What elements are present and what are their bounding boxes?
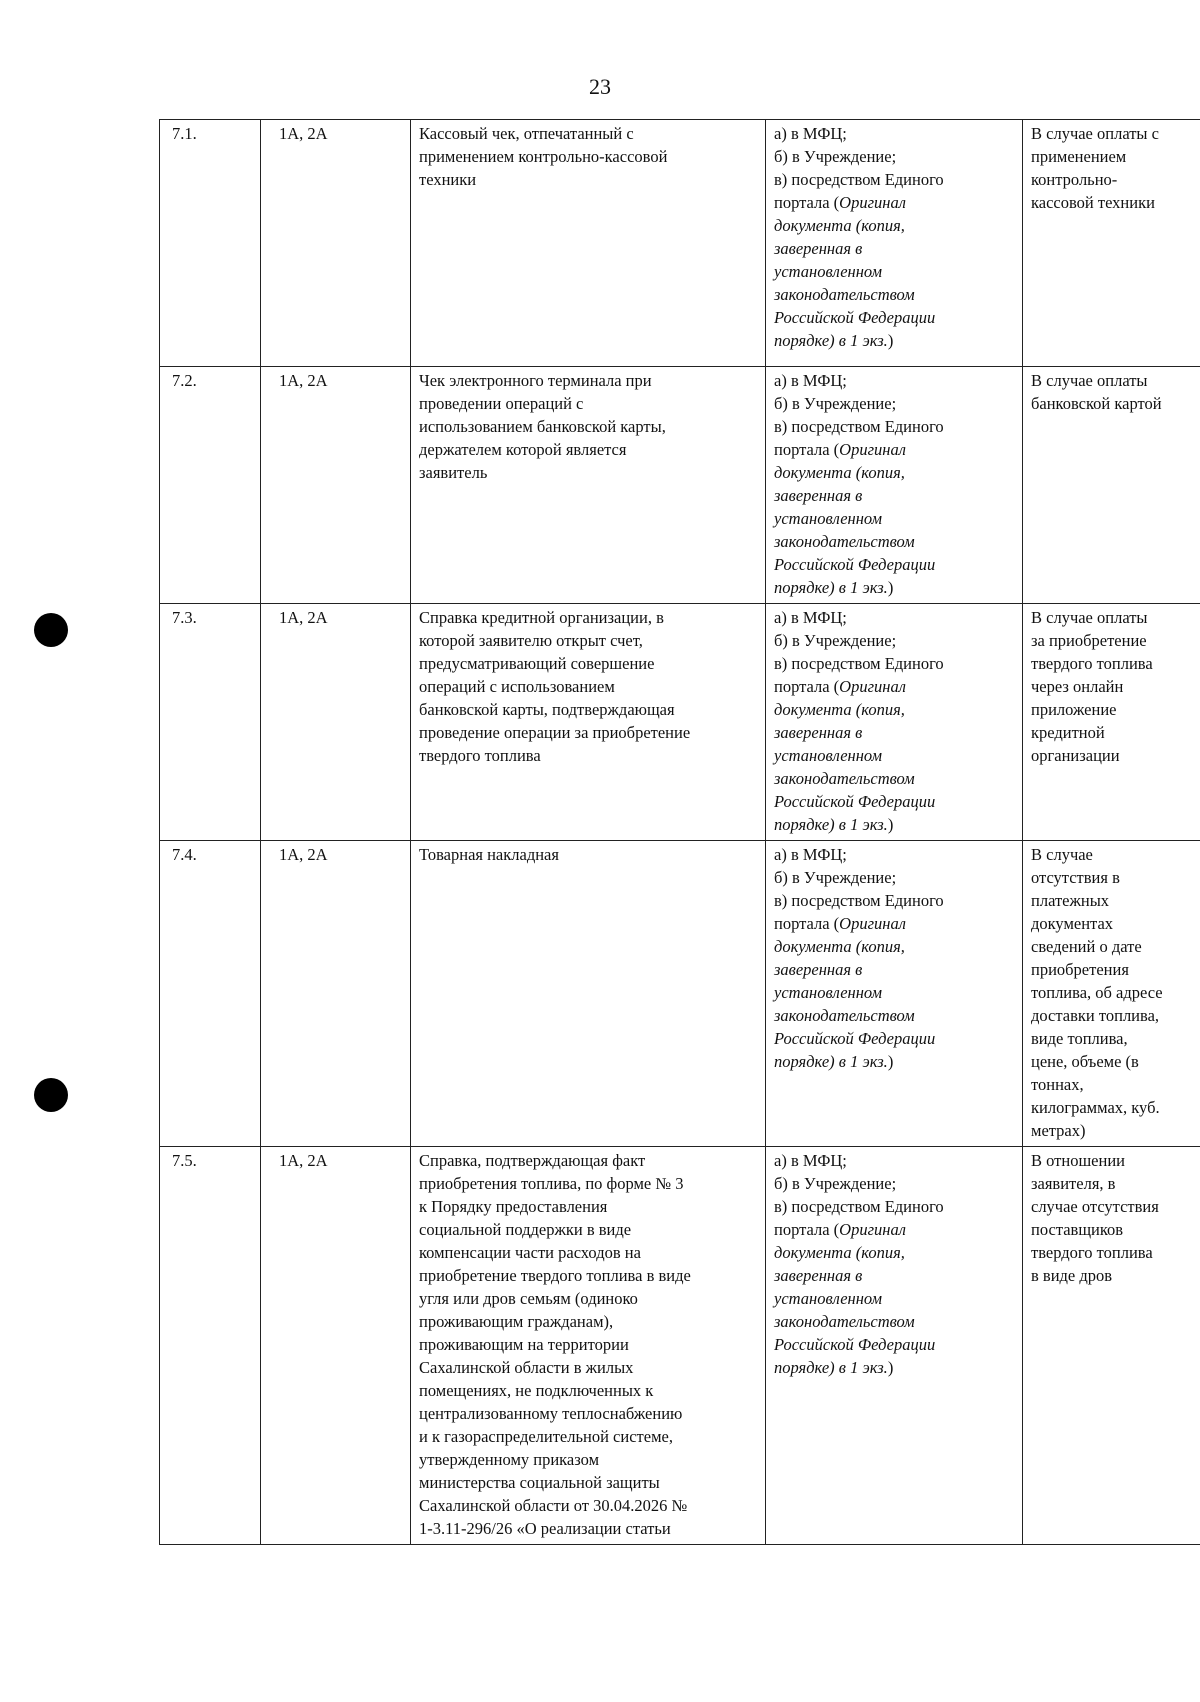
documents-table bbox=[159, 119, 1200, 1545]
submission-line: б) в Учреждение; bbox=[774, 631, 897, 650]
document-line: приобретение твердого топлива в виде bbox=[419, 1266, 691, 1285]
note-cell bbox=[1023, 120, 1200, 367]
submission-plain: портала ( bbox=[774, 193, 840, 212]
note-line: В случае bbox=[1031, 845, 1093, 864]
submission-italic: заверенная в bbox=[774, 960, 863, 979]
document-line: банковской карты, подтверждающая bbox=[419, 700, 675, 719]
document-line: к Порядку предоставления bbox=[419, 1197, 608, 1216]
document-line: использованием банковской карты, bbox=[419, 417, 666, 436]
submission-italic: Оригинал bbox=[839, 914, 906, 933]
submission-italic: законодательством bbox=[774, 285, 915, 304]
note-line: отсутствия в bbox=[1031, 868, 1120, 887]
row-number: 7.1. bbox=[172, 124, 197, 143]
note-line: банковской картой bbox=[1031, 394, 1162, 413]
note-line: приложение bbox=[1031, 700, 1117, 719]
document-line: проживающим гражданам), bbox=[419, 1312, 614, 1331]
document-cell bbox=[411, 367, 766, 604]
document-line: Чек электронного терминала при bbox=[419, 371, 652, 390]
submission-line bbox=[774, 461, 1016, 484]
submission-italic: Российской Федерации bbox=[774, 555, 936, 574]
table-row bbox=[160, 841, 1200, 1147]
submission-line bbox=[774, 553, 1016, 576]
submission-italic: установленном bbox=[774, 1289, 883, 1308]
document-line: и к газораспределительной системе, bbox=[419, 1427, 673, 1446]
document-line: которой заявителю открыт счет, bbox=[419, 631, 643, 650]
document-line: проведении операций с bbox=[419, 394, 584, 413]
submission-line bbox=[774, 912, 1016, 935]
note-line: контрольно- bbox=[1031, 170, 1118, 189]
submission-line bbox=[774, 484, 1016, 507]
submission-line bbox=[774, 438, 1016, 461]
document-line: твердого топлива bbox=[419, 746, 541, 765]
category-text: 1А, 2А bbox=[279, 845, 328, 864]
page-number: 23 bbox=[589, 74, 611, 99]
document-line: Сахалинской области от 30.04.2026 № bbox=[419, 1496, 688, 1515]
document-line: держателем которой является bbox=[419, 440, 627, 459]
document-line: операций с использованием bbox=[419, 677, 615, 696]
category-text: 1А, 2А bbox=[279, 124, 328, 143]
document-cell bbox=[411, 841, 766, 1147]
note-line: поставщиков bbox=[1031, 1220, 1124, 1239]
document-line: Сахалинской области в жилых bbox=[419, 1358, 634, 1377]
document-line: 1-3.11-296/26 «О реализации статьи bbox=[419, 1519, 671, 1538]
submission-line bbox=[774, 1218, 1016, 1241]
submission-line: б) в Учреждение; bbox=[774, 868, 897, 887]
note-line: кассовой техники bbox=[1031, 193, 1155, 212]
submission-line: в) посредством Единого bbox=[774, 417, 944, 436]
submission-italic: установленном bbox=[774, 983, 883, 1002]
submission-line bbox=[774, 576, 1016, 599]
submission-italic: Российской Федерации bbox=[774, 1335, 936, 1354]
table-row bbox=[160, 1147, 1200, 1545]
submission-cell bbox=[766, 841, 1023, 1147]
submission-italic: Оригинал bbox=[839, 1220, 906, 1239]
document-cell bbox=[411, 1147, 766, 1545]
row-number-cell bbox=[160, 604, 261, 841]
submission-plain: портала ( bbox=[774, 677, 840, 696]
submission-line bbox=[774, 698, 1016, 721]
submission-line bbox=[774, 1050, 1016, 1073]
table-row bbox=[160, 120, 1200, 367]
submission-italic: порядке) в 1 экз. bbox=[774, 1052, 888, 1071]
note-cell bbox=[1023, 841, 1200, 1147]
document-line: проведение операции за приобретение bbox=[419, 723, 691, 742]
submission-line bbox=[774, 935, 1016, 958]
submission-line: а) в МФЦ; bbox=[774, 845, 847, 864]
category-cell bbox=[261, 1147, 411, 1545]
document-line: предусматривающий совершение bbox=[419, 654, 655, 673]
submission-plain: портала ( bbox=[774, 440, 840, 459]
note-line: В отношении bbox=[1031, 1151, 1125, 1170]
document-line: Товарная накладная bbox=[419, 845, 559, 864]
submission-italic: законодательством bbox=[774, 769, 915, 788]
note-line: доставки топлива, bbox=[1031, 1006, 1160, 1025]
document-line: утвержденному приказом bbox=[419, 1450, 600, 1469]
submission-line bbox=[774, 1264, 1016, 1287]
submission-line: а) в МФЦ; bbox=[774, 371, 847, 390]
document-line: угля или дров семьям (одиноко bbox=[419, 1289, 638, 1308]
row-number: 7.3. bbox=[172, 608, 197, 627]
category-cell bbox=[261, 367, 411, 604]
submission-italic: порядке) в 1 экз. bbox=[774, 331, 888, 350]
document-line: заявитель bbox=[419, 463, 488, 482]
row-number-cell bbox=[160, 120, 261, 367]
submission-tail: ) bbox=[887, 578, 894, 597]
submission-line bbox=[774, 721, 1016, 744]
category-cell bbox=[261, 120, 411, 367]
submission-line: а) в МФЦ; bbox=[774, 608, 847, 627]
submission-line: а) в МФЦ; bbox=[774, 124, 847, 143]
note-line: топлива, об адресе bbox=[1031, 983, 1163, 1002]
document-line: социальной поддержки в виде bbox=[419, 1220, 632, 1239]
submission-line: в) посредством Единого bbox=[774, 1197, 944, 1216]
submission-line: в) посредством Единого bbox=[774, 654, 944, 673]
submission-italic: Оригинал bbox=[839, 440, 906, 459]
note-line: через онлайн bbox=[1031, 677, 1124, 696]
submission-line bbox=[774, 237, 1016, 260]
note-line: метрах) bbox=[1031, 1121, 1086, 1140]
submission-line bbox=[774, 1310, 1016, 1333]
note-cell bbox=[1023, 367, 1200, 604]
note-line: документах bbox=[1031, 914, 1114, 933]
submission-line bbox=[774, 675, 1016, 698]
submission-italic: Российской Федерации bbox=[774, 308, 936, 327]
submission-line bbox=[774, 329, 1016, 352]
submission-italic: документа (копия, bbox=[774, 216, 905, 235]
note-line: виде топлива, bbox=[1031, 1029, 1128, 1048]
submission-tail: ) bbox=[887, 1052, 894, 1071]
submission-line bbox=[774, 214, 1016, 237]
submission-italic: порядке) в 1 экз. bbox=[774, 578, 888, 597]
row-number-cell bbox=[160, 1147, 261, 1545]
submission-line bbox=[774, 1241, 1016, 1264]
note-line: платежных bbox=[1031, 891, 1110, 910]
category-text: 1А, 2А bbox=[279, 1151, 328, 1170]
document-cell bbox=[411, 604, 766, 841]
note-line: В случае оплаты bbox=[1031, 608, 1148, 627]
submission-italic: заверенная в bbox=[774, 723, 863, 742]
note-line: организации bbox=[1031, 746, 1120, 765]
row-number: 7.2. bbox=[172, 371, 197, 390]
document-line: министерства социальной защиты bbox=[419, 1473, 660, 1492]
row-number: 7.5. bbox=[172, 1151, 197, 1170]
submission-line bbox=[774, 813, 1016, 836]
document-line: Кассовый чек, отпечатанный с bbox=[419, 124, 634, 143]
document-cell bbox=[411, 120, 766, 367]
submission-italic: порядке) в 1 экз. bbox=[774, 815, 888, 834]
submission-line bbox=[774, 260, 1016, 283]
submission-italic: установленном bbox=[774, 746, 883, 765]
submission-italic: законодательством bbox=[774, 1006, 915, 1025]
note-line: применением bbox=[1031, 147, 1127, 166]
submission-line bbox=[774, 981, 1016, 1004]
submission-line: б) в Учреждение; bbox=[774, 394, 897, 413]
submission-line: б) в Учреждение; bbox=[774, 147, 897, 166]
note-line: за приобретение bbox=[1031, 631, 1147, 650]
submission-italic: документа (копия, bbox=[774, 700, 905, 719]
submission-italic: Российской Федерации bbox=[774, 792, 936, 811]
document-line: помещениях, не подключенных к bbox=[419, 1381, 654, 1400]
submission-line bbox=[774, 530, 1016, 553]
note-line: в виде дров bbox=[1031, 1266, 1113, 1285]
submission-italic: установленном bbox=[774, 509, 883, 528]
submission-line bbox=[774, 191, 1016, 214]
submission-italic: порядке) в 1 экз. bbox=[774, 1358, 888, 1377]
submission-plain: портала ( bbox=[774, 1220, 840, 1239]
submission-italic: установленном bbox=[774, 262, 883, 281]
document-line: компенсации части расходов на bbox=[419, 1243, 641, 1262]
note-line: кредитной bbox=[1031, 723, 1105, 742]
submission-line: в) посредством Единого bbox=[774, 170, 944, 189]
note-line: тоннах, bbox=[1031, 1075, 1084, 1094]
submission-line bbox=[774, 767, 1016, 790]
submission-tail: ) bbox=[887, 331, 894, 350]
submission-plain: портала ( bbox=[774, 914, 840, 933]
document-line: проживающим на территории bbox=[419, 1335, 629, 1354]
category-cell bbox=[261, 604, 411, 841]
row-number-cell bbox=[160, 841, 261, 1147]
note-line: цене, объеме (в bbox=[1031, 1052, 1139, 1071]
submission-line bbox=[774, 1287, 1016, 1310]
document-line: приобретения топлива, по форме № 3 bbox=[419, 1174, 684, 1193]
document-line: централизованному теплоснабжению bbox=[419, 1404, 683, 1423]
note-line: килограммах, куб. bbox=[1031, 1098, 1160, 1117]
note-line: случае отсутствия bbox=[1031, 1197, 1159, 1216]
note-cell bbox=[1023, 1147, 1200, 1545]
submission-italic: документа (копия, bbox=[774, 937, 905, 956]
note-line: сведений о дате bbox=[1031, 937, 1142, 956]
submission-tail: ) bbox=[887, 815, 894, 834]
document-line: техники bbox=[419, 170, 477, 189]
submission-line bbox=[774, 744, 1016, 767]
submission-line bbox=[774, 1356, 1016, 1379]
category-text: 1А, 2А bbox=[279, 608, 328, 627]
submission-line bbox=[774, 306, 1016, 329]
submission-cell bbox=[766, 120, 1023, 367]
punch-hole-bottom bbox=[34, 1078, 68, 1112]
submission-line bbox=[774, 507, 1016, 530]
submission-italic: Оригинал bbox=[839, 677, 906, 696]
submission-line bbox=[774, 958, 1016, 981]
table-row bbox=[160, 604, 1200, 841]
note-line: В случае оплаты bbox=[1031, 371, 1148, 390]
note-line: приобретения bbox=[1031, 960, 1129, 979]
submission-line bbox=[774, 1004, 1016, 1027]
submission-italic: заверенная в bbox=[774, 239, 863, 258]
submission-italic: документа (копия, bbox=[774, 463, 905, 482]
note-cell bbox=[1023, 604, 1200, 841]
submission-italic: законодательством bbox=[774, 1312, 915, 1331]
submission-line bbox=[774, 283, 1016, 306]
row-number: 7.4. bbox=[172, 845, 197, 864]
submission-line: а) в МФЦ; bbox=[774, 1151, 847, 1170]
note-line: твердого топлива bbox=[1031, 1243, 1153, 1262]
submission-line bbox=[774, 1333, 1016, 1356]
submission-italic: заверенная в bbox=[774, 1266, 863, 1285]
submission-cell bbox=[766, 1147, 1023, 1545]
category-text: 1А, 2А bbox=[279, 371, 328, 390]
note-line: В случае оплаты с bbox=[1031, 124, 1159, 143]
submission-line: в) посредством Единого bbox=[774, 891, 944, 910]
submission-line bbox=[774, 1027, 1016, 1050]
category-cell bbox=[261, 841, 411, 1147]
submission-cell bbox=[766, 367, 1023, 604]
submission-line bbox=[774, 790, 1016, 813]
submission-italic: законодательством bbox=[774, 532, 915, 551]
submission-italic: Российской Федерации bbox=[774, 1029, 936, 1048]
submission-italic: Оригинал bbox=[839, 193, 906, 212]
table-row bbox=[160, 367, 1200, 604]
submission-italic: документа (копия, bbox=[774, 1243, 905, 1262]
document-line: Справка кредитной организации, в bbox=[419, 608, 664, 627]
document-line: Справка, подтверждающая факт bbox=[419, 1151, 646, 1170]
row-number-cell bbox=[160, 367, 261, 604]
submission-cell bbox=[766, 604, 1023, 841]
punch-hole-top bbox=[34, 613, 68, 647]
note-line: заявителя, в bbox=[1031, 1174, 1116, 1193]
submission-italic: заверенная в bbox=[774, 486, 863, 505]
note-line: твердого топлива bbox=[1031, 654, 1153, 673]
document-line: применением контрольно-кассовой bbox=[419, 147, 668, 166]
submission-line: б) в Учреждение; bbox=[774, 1174, 897, 1193]
submission-tail: ) bbox=[887, 1358, 894, 1377]
